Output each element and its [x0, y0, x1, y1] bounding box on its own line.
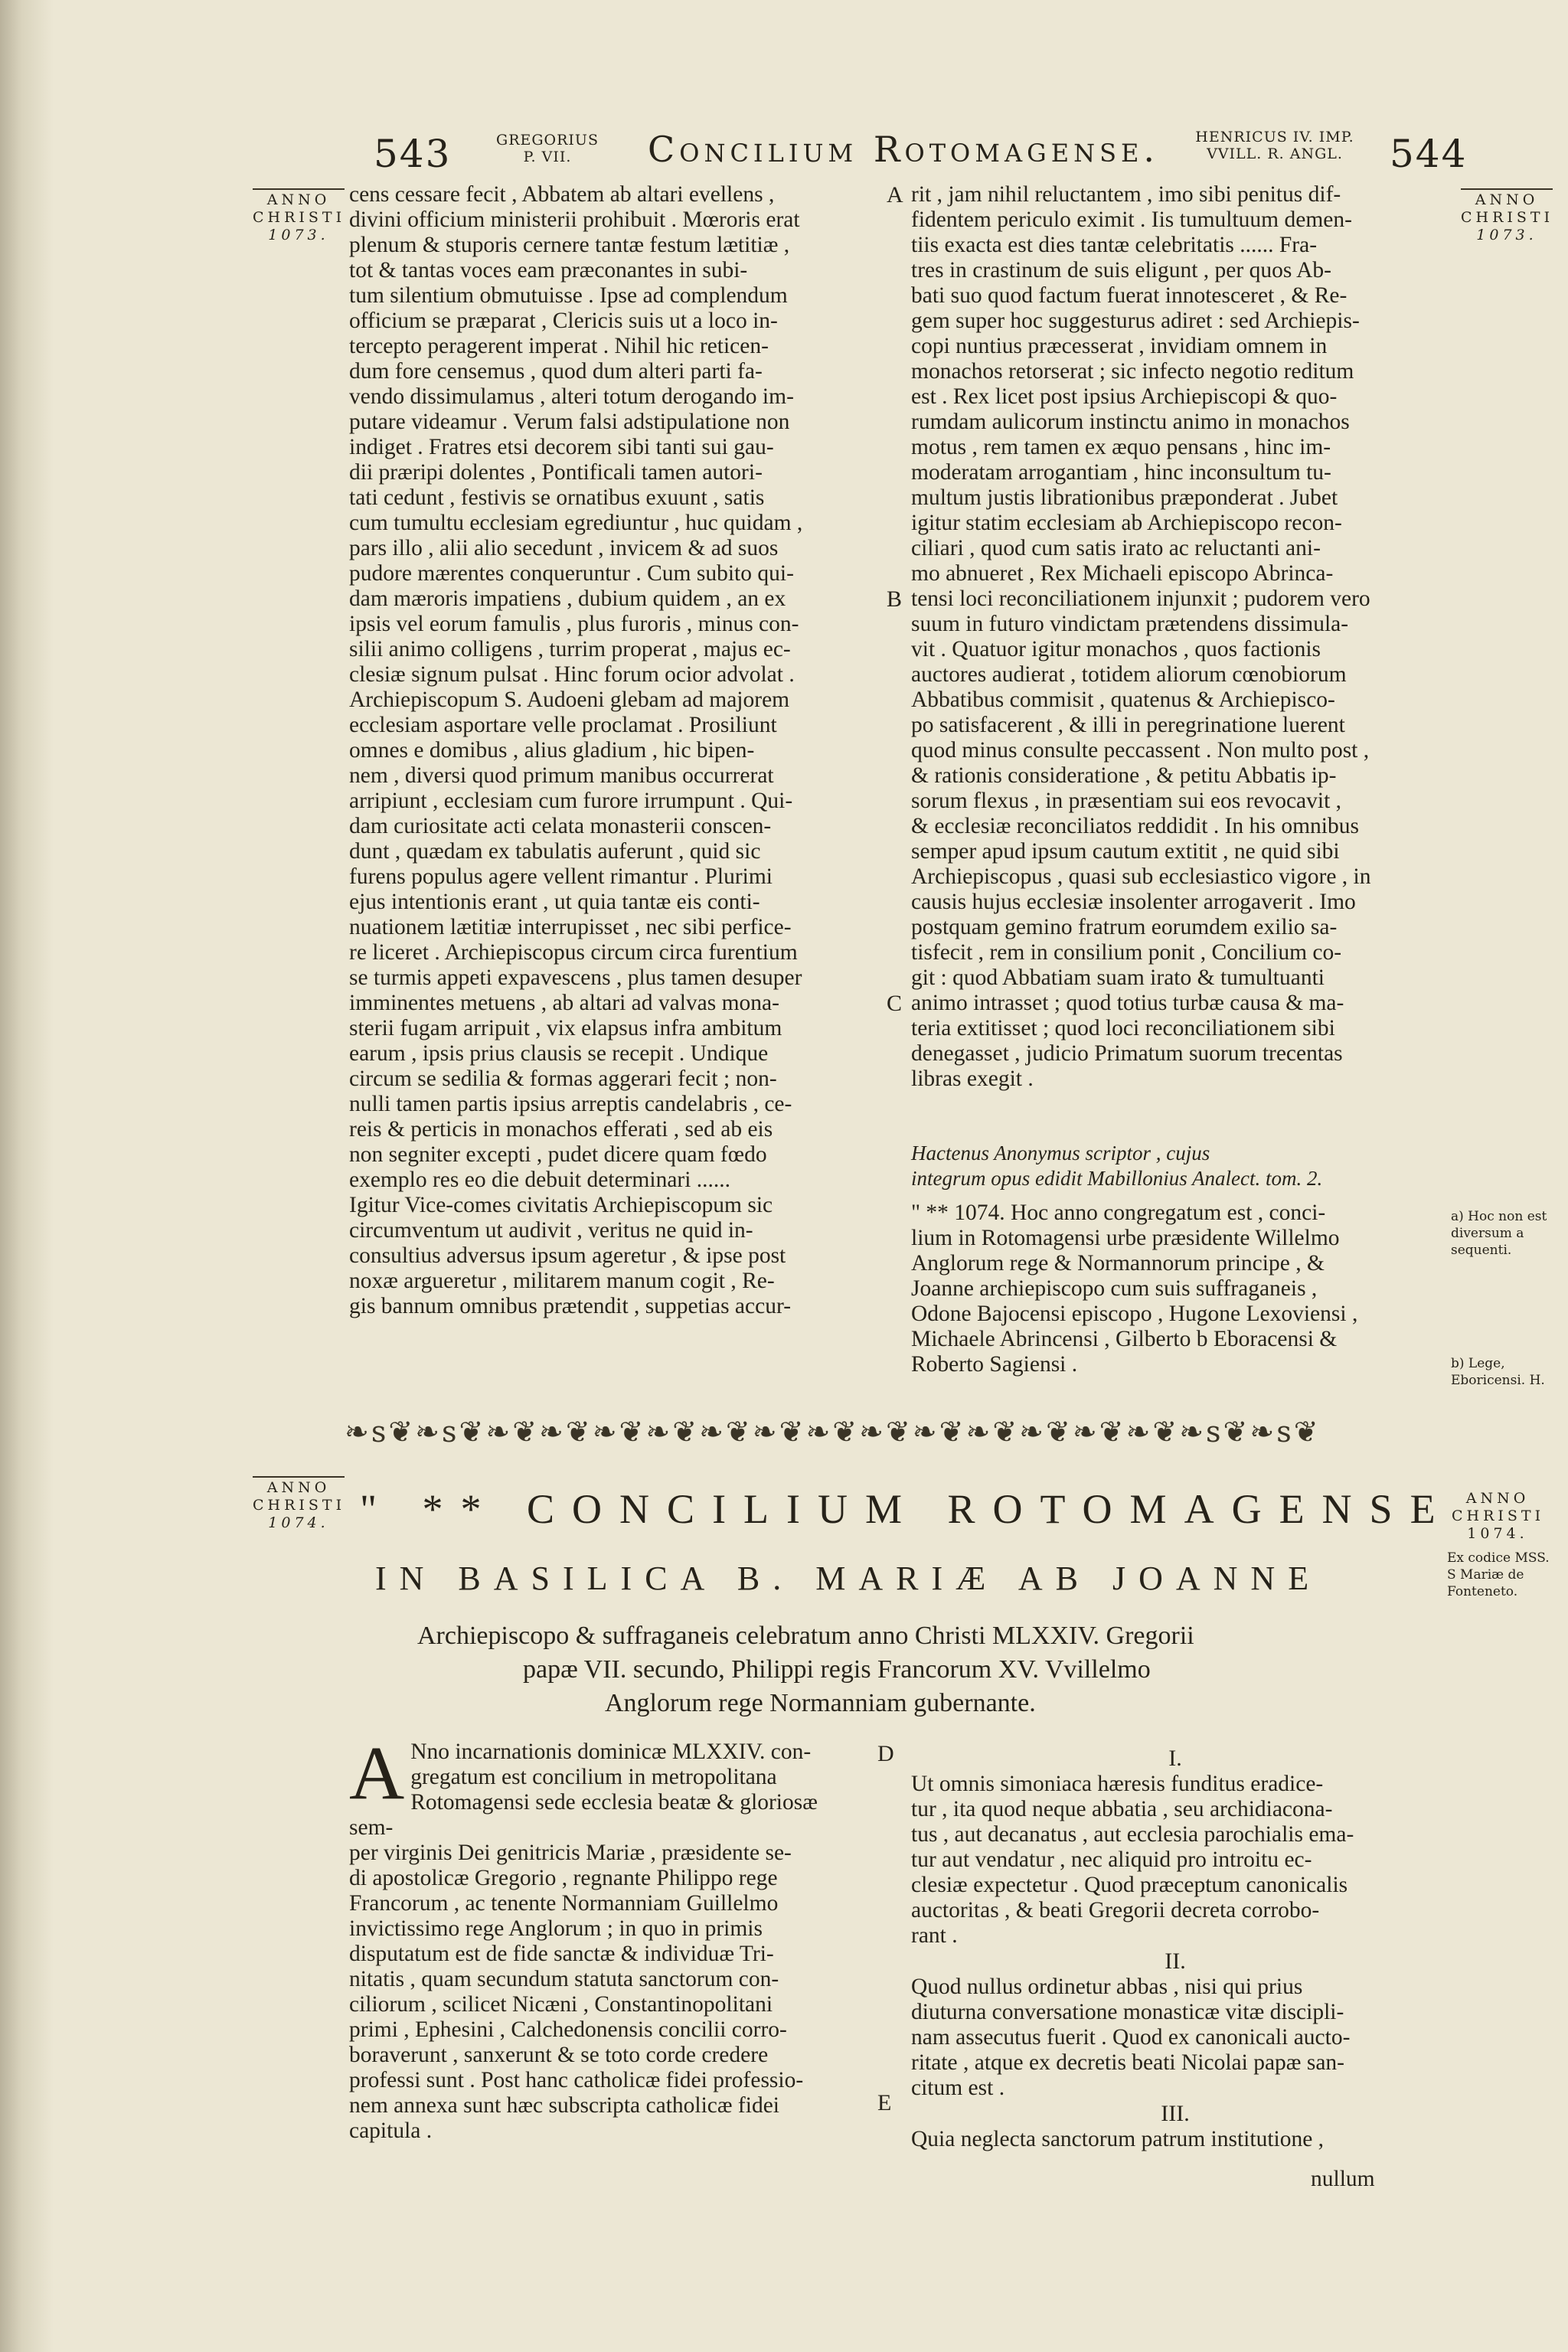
- margin-year-left-top: [253, 188, 345, 244]
- anno-label: ANNO: [266, 1479, 331, 1496]
- binding-gutter: [0, 0, 54, 2352]
- text-column-right-bottom: [911, 1746, 1439, 2152]
- catchword: nullum: [1311, 2167, 1375, 2191]
- section-letter-e: E: [877, 2090, 892, 2115]
- christi-label: CHRISTI: [253, 209, 346, 226]
- page-number-left: 543: [374, 132, 452, 176]
- year-label: 1074.: [268, 1514, 329, 1531]
- council-title: " ** CONCILIUM ROTOMAGENSE: [360, 1486, 1453, 1532]
- section-letter-b: B: [887, 586, 903, 612]
- footnote-a: a) Hoc non est diversum a sequenti.: [1451, 1209, 1547, 1258]
- drop-cap: A: [349, 1730, 405, 1815]
- section-letter-c: C: [887, 991, 903, 1016]
- canon-text-1: Ut omnis simoniaca hæresis funditus eradice- tur , ita quod neque abbatia , seu archidiacona- tus , aut decanatus , aut ecclesia parochialis ema- tur aut vendatur , nec aliquid pro introitu ec- clesiæ expectetur . Quod præceptum canonicalis auctoritas , & beati Gregorii decreta corrobo- rant .: [911, 1772, 1354, 1948]
- christi-label: CHRISTI: [1461, 209, 1554, 226]
- title-line-4: papæ VII. secundo, Philippi regis Francorum XV. Vvillelmo: [523, 1655, 1151, 1684]
- margin-year-left-bottom: [253, 1476, 345, 1532]
- running-title: Concilium Rotomagense.: [648, 129, 1159, 170]
- anno-label: ANNO: [1475, 191, 1539, 208]
- source-note: Hactenus Anonymus scriptor , cujus integrum opus edidit Mabillonius Analect. tom. 2.: [911, 1142, 1323, 1190]
- page-number-right: 544: [1390, 132, 1468, 176]
- ornamental-band: ❧s❦❧s❦❧❦❧❦❧❦❧❦❧❦❧❦❧❦❧❦❧❦❧❦❧❦❧❦❧❦❧s❦❧s❦: [345, 1415, 1321, 1449]
- pope-name: GREGORIUS: [496, 132, 599, 149]
- title-line-5: Anglorum rege Normanniam gubernante.: [605, 1689, 1036, 1717]
- running-head-pope: [490, 132, 605, 165]
- anno-label: ANNO: [266, 191, 331, 208]
- emperor-name: HENRICUS IV. IMP.: [1195, 129, 1354, 145]
- year-label: 1073.: [1476, 227, 1537, 243]
- manuscript-source: Ex codice MSS. S Mariæ de Fonteneto.: [1447, 1550, 1550, 1599]
- canon-number-2: II.: [1165, 1949, 1186, 1974]
- year-label: 1074.: [1467, 1525, 1528, 1542]
- section-letter-d: D: [877, 1741, 894, 1766]
- anno-label: ANNO: [1465, 1490, 1530, 1507]
- footnote-b: b) Lege, Eboricensi. H.: [1451, 1356, 1545, 1388]
- king-name: VVILL. R. ANGL.: [1207, 145, 1343, 162]
- paragraph-1074: " ** 1074. Hoc anno congregatum est , conci- lium in Rotomagensi urbe præsidente Willelmo Anglorum rege & Normannorum principe , & Joanne archiepiscopo cum suis suffraganeis , Odone Bajocensi episcopo , Hugone Lexoviensi , Michaele Abrincensi , Gilberto b Eboracensi & Roberto Sagiensi .: [911, 1200, 1358, 1377]
- christi-label: CHRISTI: [253, 1497, 346, 1514]
- section-letter-a: A: [887, 182, 903, 207]
- text-column-left-bottom: [349, 1730, 862, 2144]
- text-column-left-top: cens cessare fecit , Abbatem ab altari evellens , divini officium ministerii prohibuit . Mœroris erat plenum & stuporis cernere tantæ festum lætitiæ , tot & tantas voces eam præconantes in subi- tum silentium obmutuisse . Ipse ad complendum officium se præparat , Clericis suis ut a loco in- tercepto peragerent imperat . Nihil hic reticen- dum fore censemus , quod dum alteri parti fa- vendo dissimulamus , alteri totum derogando im- putare videamur . Verum falsi adstipulatione non indiget . Fratres etsi decorem sibi tanti sui gau- dii præripi dolentes , Pontificali tamen autori- tati cedunt , festivis se ornatibus exuunt , satis cum tumultu ecclesiam egrediuntur , huc quidam , pars illo , alii alio secedunt , invicem & ad suos pudore mærentes conqueruntur . Cum subito qui- dam mæroris impatiens , dubium quidem , an ex ipsis vel eorum famulis , plus furoris , minus con- silii animo colligens , turrim properat , majus ec- clesiæ signum pulsat . Hinc forum ocior advolat . Archiepiscopum S. Audoeni glebam ad majorem ecclesiam asportare velle proclamat . Prosiliunt omnes e domibus , alius gladium , hic bipen- nem , diversi quod primum manibus occurrerat arripiunt , ecclesiam cum furore irrumpunt . Qui- dam curiositate acti celata monasterii conscen- dunt , quædam ex tabulatis auferunt , quid sic furens populus agere vellent rimantur . Plurimi ejus intentionis erant , ut quia tantæ eis conti- nuationem lætitiæ interrupisset , nec sibi perfice- re liceret . Archiepiscopus circum circa furentium se turmis appeti expavescens , plus tamen desuper imminentes metuens , ab altari ad valvas mona- sterii fugam arripuit , vix elapsus infra ambitum earum , ipsis prius clausis se recepit . Undique circum se sedilia & formas aggerari fecit ; non- nulli tamen partis ipsius arreptis candelabris , ce- reis & perticis in monachos efferati , sed ab eis non segniter excepti , pudet dicere quam fœdo exemplo res eo die debuit determinari ...... Igitur Vice-comes civitatis Archiepiscopum sic circumventum ut audivit , veritus ne quid in- consultius adversus ipsum ageretur , & ipse post noxæ argueretur , militarem manum cogit , Re- gis bannum omnibus prætendit , suppetias accur-: [349, 182, 803, 1318]
- year-label: 1073.: [268, 227, 329, 243]
- canon-text-2: Quod nullus ordinetur abbas , nisi qui prius diuturna conversatione monasticæ vitæ discipli- nam assecutus fuerit . Quod ex canonicali aucto- ritate , atque ex decretis beati Nicolai papæ san- citum est .: [911, 1975, 1351, 2100]
- christi-label: CHRISTI: [1452, 1508, 1545, 1524]
- canon-number-3: III.: [1161, 2101, 1190, 2126]
- running-head-rulers: [1194, 129, 1355, 162]
- opening-paragraph: Nno incarnationis dominicæ MLXXIV. con- gregatum est concilium in metropolitana Rotomagensi sede ecclesia beatæ & gloriosæ sem- per virginis Dei genitricis Mariæ , præsidente se- di apostolicæ Gregorio , regnante Philippo rege Francorum , ac tenente Normanniam Guillelmo invictissimo rege Anglorum ; in quo in primis disputatum est de fide sanctæ & individuæ Tri- nitatis , quam secundum statuta sanctorum con- ciliorum , scilicet Nicæni , Constantinopolitani primi , Ephesini , Calchedonensis concilii corro- boraverunt , sanxerunt & se toto corde credere professi sunt . Post hanc catholicæ fidei professio- nem annexa sunt hæc subscripta catholicæ fidei capitula .: [349, 1740, 818, 2143]
- pope-number: P. VII.: [523, 149, 572, 165]
- margin-year-right-top: [1461, 188, 1553, 244]
- canon-number-1: I.: [1168, 1746, 1182, 1771]
- text-column-right-top: rit , jam nihil reluctantem , imo sibi penitus dif- fidentem periculo eximit . Iis tumultuum demen- tiis exacta est dies tantæ celebritatis ...... Fra- tres in crastinum de suis eligunt , per quos Ab- bati suo quod factum fuerat innotesceret , & Re- gem super hoc suggesturus adiret : sed Archiepis- copi nuntius præcesserat , invidiam omnem in monachos retorserat ; sic infecto negotio reditum est . Rex licet post ipsius Archiepiscopi & quo- rumdam aulicorum instinctu animo in monachos motus , rem tamen ex æquo pensans , hinc im- moderatam arrogantiam , hinc inconsultum tu- multum justis librationibus præponderat . Jubet igitur statim ecclesiam ab Archiepiscopo recon- ciliari , quod cum satis irato ac reluctanti ani- mo abnueret , Rex Michaeli episcopo Abrinca- tensi loci reconciliationem injunxit ; pudorem vero suum in futuro vindictam prætendens dissimula- vit . Quatuor igitur monachos , quos factionis auctores audierat , totidem aliorum cœnobiorum Abbatibus commisit , quatenus & Archiepisco- po satisfacerent , & illi in peregrinatione luerent quod minus consulte peccassent . Non multo post , & rationis consideratione , & petitu Abbatis ip- sorum flexus , in præsentiam sui eos revocavit , & ecclesiæ reconciliatos reddidit . In his omnibus semper apud ipsum cautum extitit , ne quid sibi Archiepiscopus , quasi sub ecclesiastico vigore , in causis hujus ecclesiæ insolenter arrogaverit . Imo postquam gemino fratrum eorumdem exilio sa- tisfecit , rem in consilium ponit , Concilium co- git : quod Abbatiam suam irato & tumultuanti animo intrasset ; quod totius turbæ causa & ma- teria extitisset ; quod loci reconciliationem sibi denegasset , judicio Primatum suorum trecentas libras exegit .: [911, 182, 1371, 1091]
- council-subtitle: IN BASILICA B. MARIÆ AB JOANNE: [375, 1560, 1322, 1597]
- margin-year-right-bottom: [1452, 1490, 1544, 1543]
- canon-text-3: Quia neglecta sanctorum patrum institutione ,: [911, 2127, 1325, 2151]
- title-line-3: Archiepiscopo & suffraganeis celebratum anno Christi MLXXIV. Gregorii: [417, 1622, 1194, 1650]
